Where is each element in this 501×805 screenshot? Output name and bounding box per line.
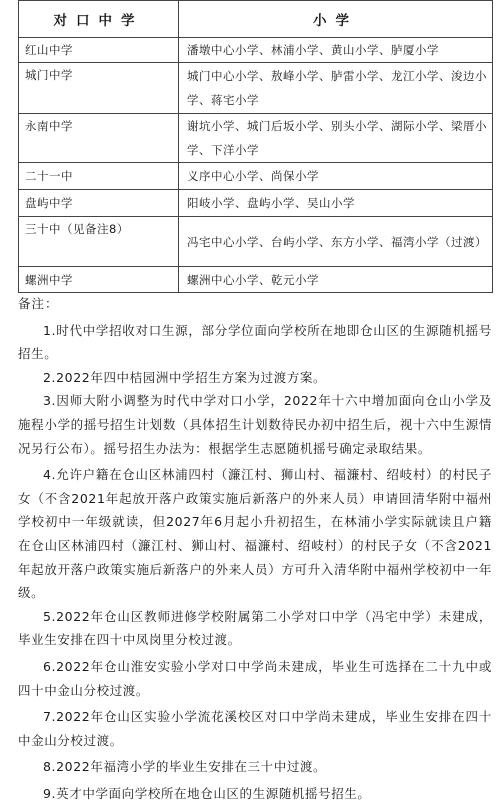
note-item: 3.因师大附小调整为时代中学对口小学，2022年十六中增加面向仓山小学及施程小学的摇号招生计划数（具体招生计划数待民办初中招生后，视十六中生源情况另行公布）。摇号招生办法为：根据学生志愿随机摇号确定录取结果。 bbox=[18, 393, 492, 456]
primary-school-list: 谢坑小学、城门后坂小学、别头小学、湖际小学、梁厝小学、下洋小学 bbox=[179, 114, 493, 163]
note-item: 6.2022年仓山淮安实验小学对口中学尚未建成，毕业生可选择在二十九中或四十中金山分校过渡。 bbox=[18, 658, 492, 698]
header-middle-school: 对口中学 bbox=[19, 1, 179, 38]
table-row bbox=[19, 163, 493, 190]
middle-school-name: 城门中学 bbox=[19, 63, 179, 114]
school-mapping-table bbox=[18, 0, 493, 293]
table-row bbox=[19, 190, 493, 217]
table-row bbox=[19, 38, 493, 63]
note-item: 8.2022年福湾小学的毕业生安排在三十中过渡。 bbox=[43, 759, 327, 775]
note-item: 9.英才中学面向学校所在地仓山区的生源随机摇号招生。 bbox=[43, 785, 371, 801]
notes-label: 备注： bbox=[18, 296, 59, 311]
table-header-row bbox=[19, 1, 493, 38]
notes-section bbox=[18, 292, 492, 805]
middle-school-name: 三十中（见备注8） bbox=[19, 217, 179, 267]
note-item: 2.2022年四中桔园洲中学招生方案为过渡方案。 bbox=[43, 369, 327, 385]
table-row bbox=[19, 63, 493, 114]
primary-school-list: 冯宅中心小学、台屿小学、东方小学、福湾小学（过渡） bbox=[179, 217, 493, 267]
middle-school-name: 螺洲中学 bbox=[19, 267, 179, 293]
note-item: 5.2022年仓山区教师进修学校附属第二小学对口中学（冯宅中学）未建成，毕业生安排在四十中凤岗里分校过渡。 bbox=[18, 608, 492, 648]
middle-school-name: 永南中学 bbox=[19, 114, 179, 163]
middle-school-name: 二十一中 bbox=[19, 163, 179, 190]
table-row bbox=[19, 217, 493, 267]
note-item: 1.时代中学招收对口生源，部分学位面向学校所在地即仓山区的生源随机摇号招生。 bbox=[18, 322, 492, 362]
table-row bbox=[19, 114, 493, 163]
note-item: 7.2022年仓山区实验小学流花溪校区对口中学尚未建成，毕业生安排在四十中金山分校过渡。 bbox=[18, 709, 492, 748]
middle-school-name: 红山中学 bbox=[19, 38, 179, 63]
primary-school-list: 义序中心小学、尚保小学 bbox=[179, 163, 493, 190]
note-item: 4.允许户籍在仓山区林浦四村（濂江村、狮山村、福濂村、绍岐村）的村民子女（不含2021年起放开落户政策实施后新落户的外来人员）申请回清华附中福州学校初中一年级就读，但2027年6月起小升初招生，在林浦小学实际就读且户籍在仓山区林浦四村（濂江村、狮山村、福濂村、绍岐村）的村民子女（不含2021年起放开落户政策实施后新落户的外来人员）方可升入清华附中福州学校初中一年级。 bbox=[18, 467, 492, 601]
primary-school-list: 潘墩中心小学、林浦小学、黄山小学、胪厦小学 bbox=[179, 38, 493, 63]
table-row bbox=[19, 267, 493, 293]
primary-school-list: 城门中心小学、敖峰小学、胪雷小学、龙江小学、浚边小学、蒋宅小学 bbox=[179, 63, 493, 114]
middle-school-name: 盘屿中学 bbox=[19, 190, 179, 217]
primary-school-list: 阳岐小学、盘屿小学、吴山小学 bbox=[179, 190, 493, 217]
header-primary-school: 小学 bbox=[179, 1, 493, 38]
primary-school-list: 螺洲中心小学、乾元小学 bbox=[179, 267, 493, 293]
